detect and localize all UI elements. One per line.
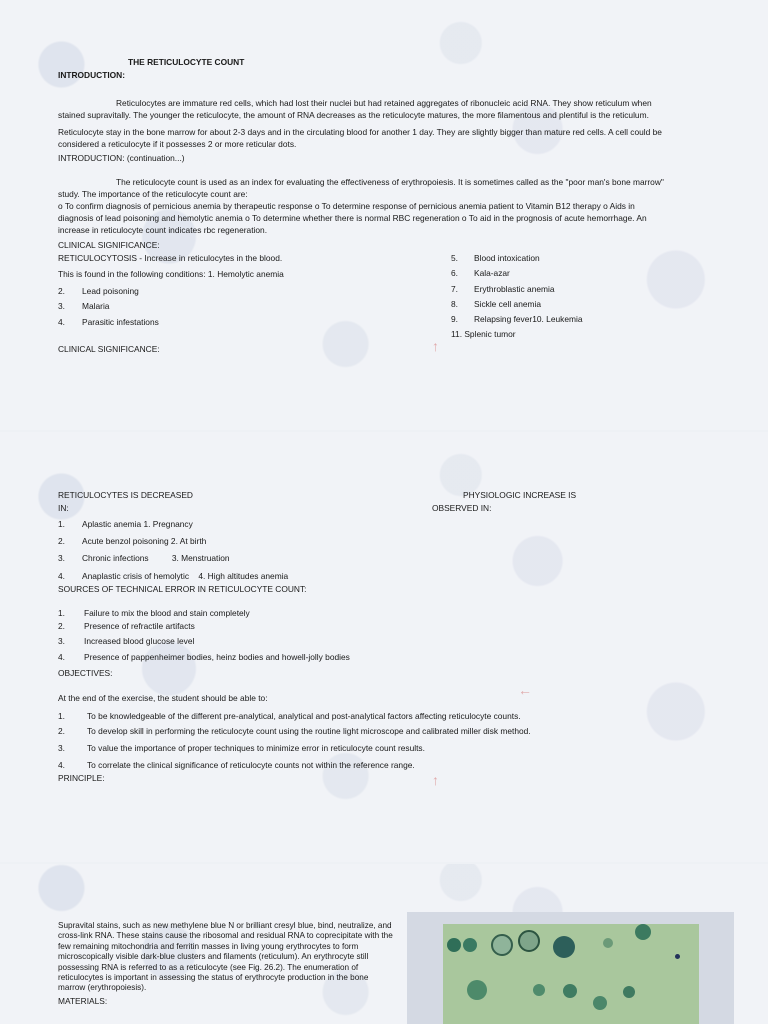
cell-shape: [623, 986, 635, 998]
cell-shape: [675, 954, 680, 959]
cell-shape: [533, 984, 545, 996]
list-item: 6.: [451, 268, 458, 278]
list-item-text: Increased blood glucose level: [84, 636, 195, 646]
intro-paragraph-3-line-3: o To confirm diagnosis of pernicious anemia by therapeutic response o To determine response of pernicious anemia patient to Vitamin B12 therapy o Aids in: [58, 201, 635, 211]
intro-paragraph-3-line-2: study. The importance of the reticulocyte count are:: [58, 189, 248, 199]
cell-shape: [467, 980, 487, 1000]
materials-heading: MATERIALS:: [58, 996, 108, 1006]
list-item: 3.: [58, 553, 65, 563]
intro-paragraph-1-line-1: Reticulocytes are immature red cells, which had lost their nuclei but had retained aggregates of ribonucleic acid RNA. They show reticulum when: [116, 98, 652, 108]
stained-blood-smear: [443, 924, 699, 1024]
list-item: 3.: [58, 301, 65, 311]
background-arrow: ↑: [432, 772, 439, 788]
list-item-text: Lead poisoning: [82, 286, 139, 296]
list-item-text: To be knowledgeable of the different pre-analytical, analytical and post-analytical factors affecting reticulocyte counts.: [87, 711, 521, 721]
principle-heading: PRINCIPLE:: [58, 773, 105, 783]
list-item: 4.: [58, 317, 65, 327]
objectives-heading: OBJECTIVES:: [58, 668, 113, 678]
list-item: 1.: [58, 519, 65, 529]
list-item: 3.: [58, 636, 65, 646]
intro-paragraph-2-line-2: considered a reticulocyte if it possesses 2 or more reticular dots.: [58, 139, 297, 149]
list-item: 9.: [451, 314, 458, 324]
list-item: 8.: [451, 299, 458, 309]
list-item: 1.: [58, 608, 65, 618]
list-item: 3.: [58, 743, 65, 753]
reticulocytosis-definition: RETICULOCYTOSIS - Increase in reticulocytes in the blood.: [58, 253, 283, 263]
list-item-text: To correlate the clinical significance of reticulocyte counts not within the reference range.: [87, 760, 415, 770]
list-item-text: Chronic infections 3. Menstruation: [82, 553, 230, 563]
list-item: 4.: [58, 760, 65, 770]
list-item-text: Sickle cell anemia: [474, 299, 542, 309]
clinical-significance-heading-2: CLINICAL SIGNIFICANCE:: [58, 344, 160, 354]
list-item: 1.: [58, 711, 65, 721]
list-item-text: Blood intoxication: [474, 253, 540, 263]
objectives-intro: At the end of the exercise, the student should be able to:: [58, 693, 268, 703]
cell-shape: [491, 934, 513, 956]
physiologic-observed: OBSERVED IN:: [432, 503, 492, 513]
list-item-text: Presence of pappenheimer bodies, heinz bodies and howell-jolly bodies: [84, 652, 350, 662]
list-item: 4.: [58, 652, 65, 662]
decreased-heading: RETICULOCYTES IS DECREASED: [58, 490, 193, 500]
splenic-tumor-item: 11. Splenic tumor: [451, 329, 516, 339]
decreased-in: IN:: [58, 503, 69, 513]
clinical-significance-heading: CLINICAL SIGNIFICANCE:: [58, 240, 160, 250]
list-item-text: Acute benzol poisoning 2. At birth: [82, 536, 207, 546]
background-arrow: ↑: [432, 338, 439, 354]
cell-shape: [635, 924, 651, 940]
cell-shape: [563, 984, 577, 998]
list-item-text: Relapsing fever10. Leukemia: [474, 314, 583, 324]
list-item-text: Parasitic infestations: [82, 317, 159, 327]
list-item: 2.: [58, 286, 65, 296]
physiologic-heading: PHYSIOLOGIC INCREASE IS: [463, 490, 577, 500]
reticulocyte-shape: [553, 936, 575, 958]
cell-shape: [593, 996, 607, 1010]
cell-shape: [603, 938, 613, 948]
document-page-1: [0, 0, 768, 430]
list-item: 2.: [58, 726, 65, 736]
list-item: 7.: [451, 284, 458, 294]
page-title: THE RETICULOCYTE COUNT: [128, 57, 245, 67]
intro-paragraph-3-line-4: diagnosis of lead poisoning and hemolytic anemia o To determine whether there is normal RBC regeneration o To aid in the prognosis of acute hemorrhage. An: [58, 213, 647, 223]
cell-shape: [463, 938, 477, 952]
microscope-image: [407, 912, 734, 1024]
list-item-text: Failure to mix the blood and stain completely: [84, 608, 250, 618]
cell-shape: [518, 930, 540, 952]
list-item: 4.: [58, 571, 65, 581]
background-arrow: ←: [518, 682, 532, 698]
intro-continuation-heading: INTRODUCTION: (continuation...): [58, 153, 185, 163]
list-item-text: Presence of refractile artifacts: [84, 621, 195, 631]
intro-paragraph-3-line-5: increase in reticulocyte count indicates rbc regeneration.: [58, 225, 268, 235]
list-item-text: Erythroblastic anemia: [474, 284, 555, 294]
cell-shape: [447, 938, 461, 952]
list-item-text: To develop skill in performing the reticulocyte count using the routine light microscope and calibrated miller disk method.: [87, 726, 531, 736]
list-item: 5.: [451, 253, 458, 263]
list-item-text: To value the importance of proper techniques to minimize error in reticulocyte count results.: [87, 743, 425, 753]
intro-heading: INTRODUCTION:: [58, 70, 125, 80]
document-page-2: [0, 432, 768, 862]
principle-paragraph: Supravital stains, such as new methylene blue N or brilliant cresyl blue, bind, neutralize, and cross-link RNA. These stains cause the ribosomal and residual RNA to coprecipitate with the few remaining mitochondria and ferritin masses in living young erythrocytes to form microscopically visible dark-blue clusters and filaments (reticulum). An erythrocyte still possessing RNA is referred to as a reticulocyte (see Fig. 26.2). The enumeration of reticulocytes is important in assessing the status of erythrocyte production in the bone marrow (erythropoiesis).: [58, 921, 393, 993]
list-item-text: Kala-azar: [474, 268, 510, 278]
intro-paragraph-1-line-2: stained supravitally. The younger the reticulocyte, the amount of RNA decreases as the reticulocyte matures, the more filamentous and plentiful is the reticulum.: [58, 110, 649, 120]
intro-paragraph-3-line-1: The reticulocyte count is used as an index for evaluating the effectiveness of erythropoiesis. It is sometimes called as the "poor man's bone marrow": [116, 177, 664, 187]
conditions-intro: This is found in the following conditions: 1. Hemolytic anemia: [58, 269, 284, 279]
list-item-text: Anaplastic crisis of hemolytic 4. High altitudes anemia: [82, 571, 289, 581]
sources-heading: SOURCES OF TECHNICAL ERROR IN RETICULOCYTE COUNT:: [58, 584, 307, 594]
intro-paragraph-2-line-1: Reticulocyte stay in the bone marrow for about 2-3 days and in the circulating blood for another 1 day. They are slightly bigger than mature red cells. A cell could be: [58, 127, 662, 137]
list-item: 2.: [58, 536, 65, 546]
list-item-text: Malaria: [82, 301, 110, 311]
list-item-text: Aplastic anemia 1. Pregnancy: [82, 519, 193, 529]
list-item: 2.: [58, 621, 65, 631]
